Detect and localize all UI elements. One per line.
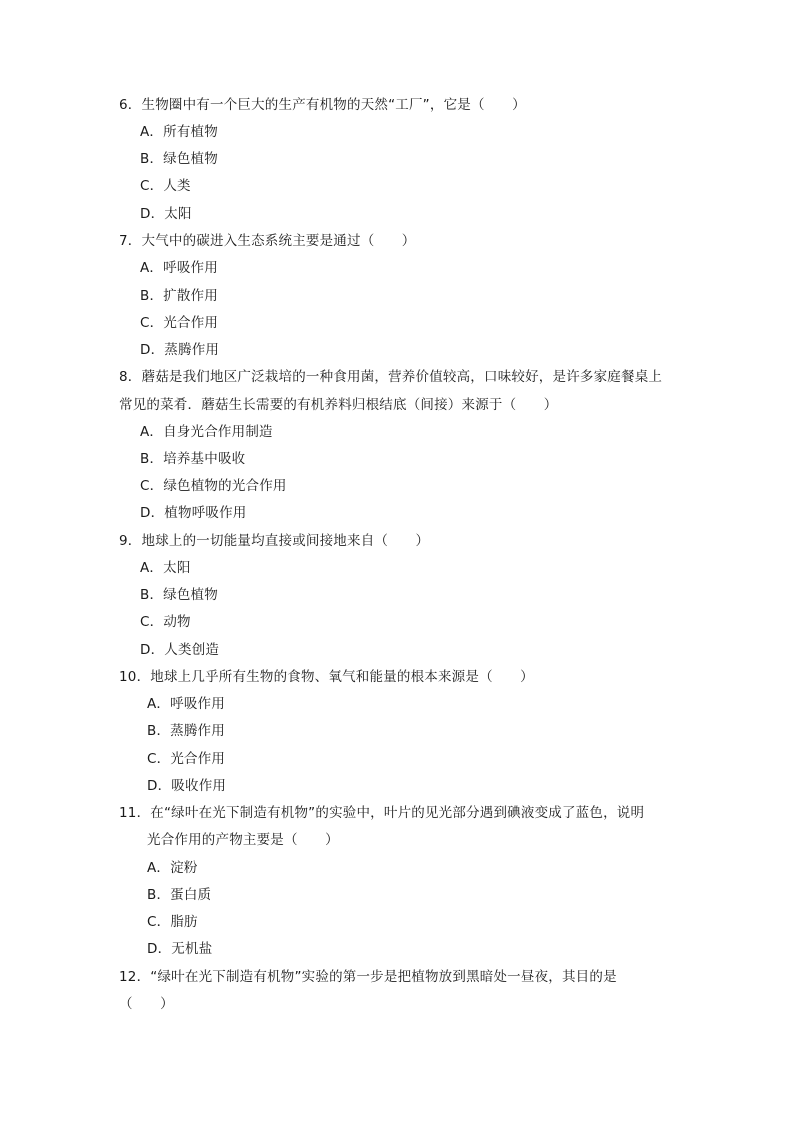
question-6-option-d: D．太阳 [140, 206, 192, 222]
question-9-stem: 9．地球上的一切能量均直接或间接地来自（ ） [119, 533, 430, 549]
question-9-option-c: C．动物 [140, 614, 191, 630]
question-12-stem: 12．“绿叶在光下制造有机物”实验的第一步是把植物放到黑暗处一昼夜，其目的是 [119, 969, 617, 985]
question-11-option-b: B．蛋白质 [147, 887, 212, 903]
question-8-option-b: B．培养基中吸收 [140, 451, 246, 467]
question-7-option-d: D．蒸腾作用 [140, 342, 220, 358]
question-8-option-c: C．绿色植物的光合作用 [140, 478, 287, 494]
question-10-option-c: C．光合作用 [147, 751, 226, 767]
question-10-option-d: D．吸收作用 [147, 778, 227, 794]
question-8-option-a: A．自身光合作用制造 [140, 424, 273, 440]
question-6-option-c: C．人类 [140, 178, 191, 194]
question-9-option-d: D．人类创造 [140, 642, 220, 658]
question-11-option-d: D．无机盐 [147, 941, 213, 957]
question-6-option-a: A．所有植物 [140, 124, 218, 140]
question-8-stem-continued: 常见的菜肴．蘑菇生长需要的有机养料归根结底（间接）来源于（ ） [119, 397, 558, 413]
question-10-option-a: A．呼吸作用 [147, 696, 225, 712]
question-11-stem: 11．在“绿叶在光下制造有机物”的实验中，叶片的见光部分遇到碘液变成了蓝色，说明 [119, 805, 645, 821]
question-8-stem: 8．蘑菇是我们地区广泛栽培的一种食用菌，营养价值较高，口味较好，是许多家庭餐桌上 [119, 369, 663, 385]
question-10-option-b: B．蒸腾作用 [147, 723, 225, 739]
question-10-stem: 10．地球上几乎所有生物的食物、氧气和能量的根本来源是（ ） [119, 669, 534, 685]
question-7-option-b: B．扩散作用 [140, 288, 218, 304]
question-11-stem-continued: 光合作用的产物主要是（ ） [147, 832, 339, 848]
question-12-stem-continued: （ ） [119, 996, 174, 1012]
question-7-option-c: C．光合作用 [140, 315, 219, 331]
question-9-option-a: A．太阳 [140, 560, 191, 576]
question-11-option-a: A．淀粉 [147, 860, 198, 876]
question-9-option-b: B．绿色植物 [140, 587, 218, 603]
question-6-stem: 6．生物圈中有一个巨大的生产有机物的天然“工厂”，它是（ ） [119, 97, 526, 113]
question-11-option-c: C．脂肪 [147, 914, 198, 930]
question-7-option-a: A．呼吸作用 [140, 260, 218, 276]
question-6-option-b: B．绿色植物 [140, 151, 218, 167]
question-7-stem: 7．大气中的碳进入生态系统主要是通过（ ） [119, 233, 416, 249]
question-8-option-d: D．植物呼吸作用 [140, 505, 247, 521]
